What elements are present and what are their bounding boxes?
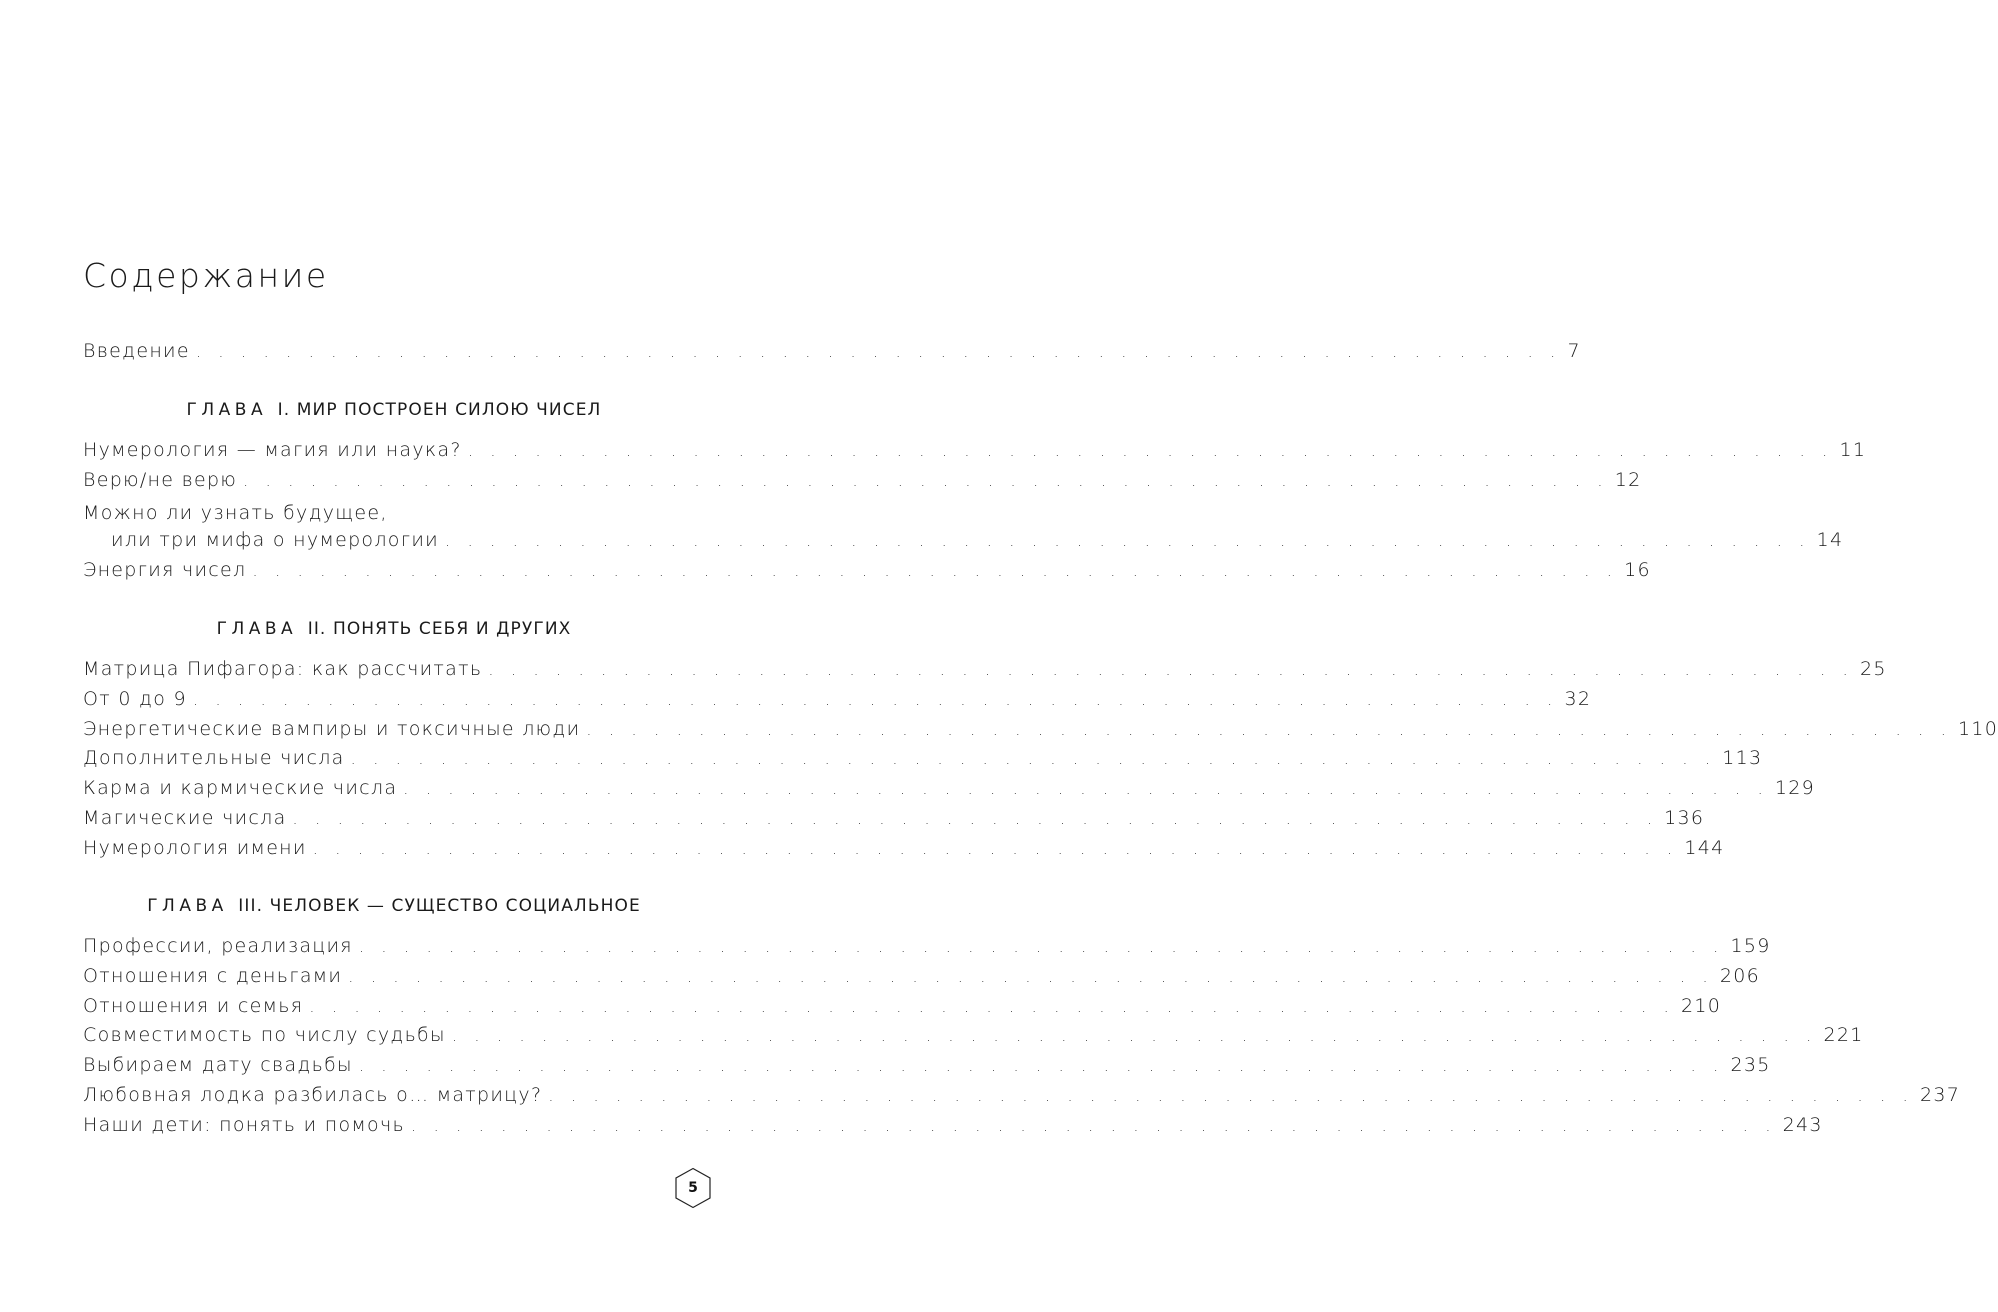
toc-entry-label: Энергетические вампиры и токсичные люди [83,718,581,740]
toc-entry[interactable] [83,469,1642,499]
chapter-title: II. ПОНЯТЬ СЕБЯ И ДРУГИХ [307,619,572,639]
toc-entry[interactable] [83,718,1998,748]
dot-leader: . . . . . . . . . . . . . . . . . . . . . . . . . . . . . . . . . . . . . . . . . . . . . . . . . . . . . . . . . . . . . [586,720,1953,739]
page-number-badge [674,1167,712,1209]
toc-entry-label: Отношения и семья [83,995,304,1017]
toc-entry-page: 110 [1958,718,1998,740]
dot-leader: . . . . . . . . . . . . . . . . . . . . . . . . . . . . . . . . . . . . . . . . . . . . . . . . . . . . . . . . . . . . . [451,1026,1818,1045]
toc-entry[interactable] [83,777,1816,807]
dot-leader: . . . . . . . . . . . . . . . . . . . . . . . . . . . . . . . . . . . . . . . . . . . . . . . . . . . . . . . . . . . . . [195,342,1562,361]
dot-leader: . . . . . . . . . . . . . . . . . . . . . . . . . . . . . . . . . . . . . . . . . . . . . . . . . . . . . . . . . . . . . [243,471,1609,490]
toc-entry[interactable] [83,995,1722,1025]
toc-entry-page: 32 [1564,688,1592,710]
toc-entry-page: 243 [1782,1114,1823,1136]
toc-entry-page: 12 [1614,469,1642,491]
chapter-heading-3 [83,896,705,916]
toc-entry[interactable] [83,965,1761,995]
toc-entry-label: Верю/не верю [83,469,238,491]
chapter-prefix: ГЛАВА [186,400,268,420]
dot-leader: . . . . . . . . . . . . . . . . . . . . . . . . . . . . . . . . . . . . . . . . . . . . . . . . . . . . . . . . . . . . . [445,531,1811,550]
toc-entry-label: Наши дети: понять и помочь [83,1114,406,1136]
toc-entry-page: 129 [1774,777,1816,799]
toc-entry-page: 7 [1567,340,1581,362]
toc-entry-page: 25 [1859,658,1887,680]
toc-entry[interactable] [83,1024,1864,1054]
dot-leader: . . . . . . . . . . . . . . . . . . . . . . . . . . . . . . . . . . . . . . . . . . . . . . . . . . . . . . . . . . . . . [312,839,1679,858]
toc-entry-intro[interactable] [83,340,1581,370]
dot-leader: . . . . . . . . . . . . . . . . . . . . . . . . . . . . . . . . . . . . . . . . . . . . . . . . . . . . . . . . . . . . . [350,749,1717,768]
toc-entry-label: Магические числа [83,807,287,829]
toc-entry-label: Нумерология имени [83,837,307,859]
toc-entry-page: 16 [1624,559,1651,581]
toc-entry-label: Карма и кармические числа [83,777,398,799]
toc-entry-label: Любовная лодка разбилась о… матрицу? [83,1084,543,1106]
chapter-prefix: ГЛАВА [216,619,298,639]
toc-entry[interactable] [83,439,1867,469]
toc-entry-page: 14 [1816,529,1844,551]
toc-entry-label-line1[interactable]: Можно ли узнать будущее, [83,502,388,524]
toc-entry[interactable] [83,807,1705,837]
toc-entry-label: Дополнительные числа [83,747,345,769]
page-title: Содержание [83,256,329,295]
toc-entry-page: 144 [1684,837,1725,859]
dot-leader: . . . . . . . . . . . . . . . . . . . . . . . . . . . . . . . . . . . . . . . . . . . . . . . . . . . . . . . . . . . . . [403,779,1769,798]
toc-entry-page: 210 [1680,995,1722,1017]
toc-entry[interactable] [83,747,1763,777]
toc-entry[interactable] [83,688,1592,718]
toc-entry-label: или три мифа о нумерологии [111,529,439,551]
dot-leader: . . . . . . . . . . . . . . . . . . . . . . . . . . . . . . . . . . . . . . . . . . . . . . . . . . . . . . . . . . . . . [488,660,1854,679]
chapter-heading-2 [83,619,705,639]
dot-leader: . . . . . . . . . . . . . . . . . . . . . . . . . . . . . . . . . . . . . . . . . . . . . . . . . . . . . . . . . . . . . [548,1086,1914,1105]
dot-leader: . . . . . . . . . . . . . . . . . . . . . . . . . . . . . . . . . . . . . . . . . . . . . . . . . . . . . . . . . . . . . [292,809,1659,828]
dot-leader: . . . . . . . . . . . . . . . . . . . . . . . . . . . . . . . . . . . . . . . . . . . . . . . . . . . . . . . . . . . . . [192,690,1559,709]
toc-entry-label: Матрица Пифагора: как рассчитать [83,658,483,680]
toc-entry-label: Нумерология — магия или наука? [83,439,462,461]
toc-entry-page: 237 [1919,1084,1961,1106]
toc-entry[interactable] [83,1054,1771,1084]
toc-entry-label: От 0 до 9 [83,688,187,710]
toc-entry-page: 11 [1839,439,1867,461]
dot-leader: . . . . . . . . . . . . . . . . . . . . . . . . . . . . . . . . . . . . . . . . . . . . . . . . . . . . . . . . . . . . . [411,1116,1777,1135]
toc-entry-page: 113 [1722,747,1763,769]
chapter-prefix: ГЛАВА [147,896,228,916]
chapter-title: III. ЧЕЛОВЕК — СУЩЕСТВО СОЦИАЛЬНОЕ [238,896,641,916]
toc-entry-page: 206 [1719,965,1761,987]
toc-entry[interactable] [83,658,1887,688]
toc-entry[interactable] [83,529,1844,559]
toc-entry-label: Отношения с деньгами [83,965,343,987]
toc-entry-page: 159 [1730,935,1771,957]
chapter-heading-1 [83,400,705,420]
toc-entry-page: 136 [1664,807,1705,829]
dot-leader: . . . . . . . . . . . . . . . . . . . . . . . . . . . . . . . . . . . . . . . . . . . . . . . . . . . . . . . . . . . . . [348,967,1714,986]
toc-entry-label: Введение [83,340,190,362]
toc-entry-label: Совместимость по числу судьбы [83,1024,446,1046]
toc-entry[interactable] [83,559,1651,589]
dot-leader: . . . . . . . . . . . . . . . . . . . . . . . . . . . . . . . . . . . . . . . . . . . . . . . . . . . . . . . . . . . . . [252,561,1619,580]
toc-entry-label: Профессии, реализация [83,935,353,957]
toc-entry[interactable] [83,1084,1961,1114]
toc-entry[interactable] [83,837,1725,867]
dot-leader: . . . . . . . . . . . . . . . . . . . . . . . . . . . . . . . . . . . . . . . . . . . . . . . . . . . . . . . . . . . . . [467,441,1834,460]
toc-entry-label: Выбираем дату свадьбы [83,1054,353,1076]
toc-entry[interactable] [83,935,1771,965]
toc-entry[interactable] [83,1114,1823,1144]
page-number: 5 [688,1180,698,1196]
toc-entry-page: 235 [1730,1054,1771,1076]
toc-entry-label: Энергия чисел [83,559,247,581]
toc-entry-page: 221 [1823,1024,1864,1046]
dot-leader: . . . . . . . . . . . . . . . . . . . . . . . . . . . . . . . . . . . . . . . . . . . . . . . . . . . . . . . . . . . . . [358,1056,1725,1075]
dot-leader: . . . . . . . . . . . . . . . . . . . . . . . . . . . . . . . . . . . . . . . . . . . . . . . . . . . . . . . . . . . . . [309,997,1675,1016]
dot-leader: . . . . . . . . . . . . . . . . . . . . . . . . . . . . . . . . . . . . . . . . . . . . . . . . . . . . . . . . . . . . . [358,937,1725,956]
chapter-title: I. МИР ПОСТРОЕН СИЛОЮ ЧИСЕЛ [277,400,602,420]
